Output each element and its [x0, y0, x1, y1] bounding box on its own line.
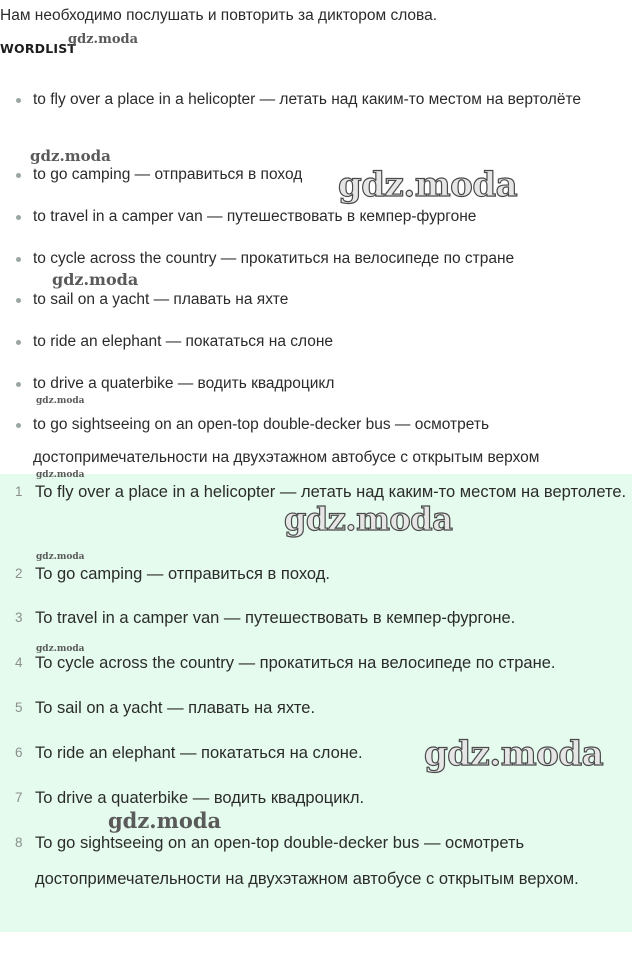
wordlist-item-text: to travel in a camper van — путешествовать в кемпер-фургоне [33, 208, 477, 225]
watermark: gdz.moda [424, 734, 604, 774]
wordlist-item-text: to cycle across the country — прокатиться на велосипеде по стране [33, 250, 515, 267]
watermark: gdz.moda [36, 470, 85, 480]
wordlist-item-text: to drive a quaterbike — водить квадроцикл [33, 375, 335, 392]
answer-text: To cycle across the country — прокатиться на велосипеде по стране. [35, 654, 556, 672]
answer-number: 2 [15, 566, 23, 581]
bullet-icon [16, 423, 21, 428]
watermark: gdz.moda [68, 32, 139, 47]
wordlist-item-text: to go sightseeing on an open-top double-decker bus — осмотреть достопримечательности на двухэтажном автобусе с открытым верхом [33, 416, 540, 466]
watermark: gdz.moda [284, 500, 453, 538]
wordlist-item-text: to ride an elephant — покататься на слоне [33, 333, 334, 350]
answers-panel [0, 474, 632, 932]
answer-text: To go camping — отправиться в поход. [35, 565, 330, 583]
wordlist-item-text: to sail on a yacht — плавать на яхте [33, 291, 289, 308]
answer-number: 6 [15, 745, 23, 760]
answer-text: To travel in a camper van — путешествовать в кемпер-фургоне. [35, 609, 516, 627]
watermark: gdz.moda [36, 396, 85, 406]
bullet-icon [16, 298, 21, 303]
bullet-icon [16, 98, 21, 103]
bullet-icon [16, 257, 21, 262]
watermark: gdz.moda [52, 270, 139, 289]
wordlist-heading: WORDLIST [0, 41, 77, 56]
answer-number: 5 [15, 700, 23, 715]
bullet-icon [16, 215, 21, 220]
answer-text: To ride an elephant — покататься на слоне. [35, 744, 363, 762]
bullet-icon [16, 382, 21, 387]
answer-text: To go sightseeing on an open-top double-decker bus — осмотреть достопримечательности на двухэтажном автобусе с открытым верхом. [35, 834, 579, 888]
watermark: gdz.moda [108, 808, 222, 833]
answer-number: 4 [15, 655, 23, 670]
answer-number: 7 [15, 790, 23, 805]
watermark: gdz.moda [30, 147, 111, 165]
answer-number: 1 [15, 484, 23, 499]
bullet-icon [16, 340, 21, 345]
answer-number: 8 [15, 835, 23, 850]
answer-text: To fly over a place in a helicopter — летать над каким-то местом на вертолете. [35, 483, 627, 501]
wordlist-item-text: to go camping — отправиться в поход [33, 166, 303, 183]
answer-text: To sail on a yacht — плавать на яхте. [35, 699, 316, 717]
answer-number: 3 [15, 610, 23, 625]
wordlist-item-text: to fly over a place in a helicopter — летать над каким-то местом на вертолёте [33, 91, 582, 108]
intro-text: Нам необходимо послушать и повторить за диктором слова. [0, 7, 438, 24]
watermark: gdz.moda [36, 552, 85, 562]
bullet-icon [16, 173, 21, 178]
answer-text: To drive a quaterbike — водить квадроцикл. [35, 789, 365, 807]
watermark: gdz.moda [36, 644, 85, 654]
watermark: gdz.moda [338, 165, 518, 205]
